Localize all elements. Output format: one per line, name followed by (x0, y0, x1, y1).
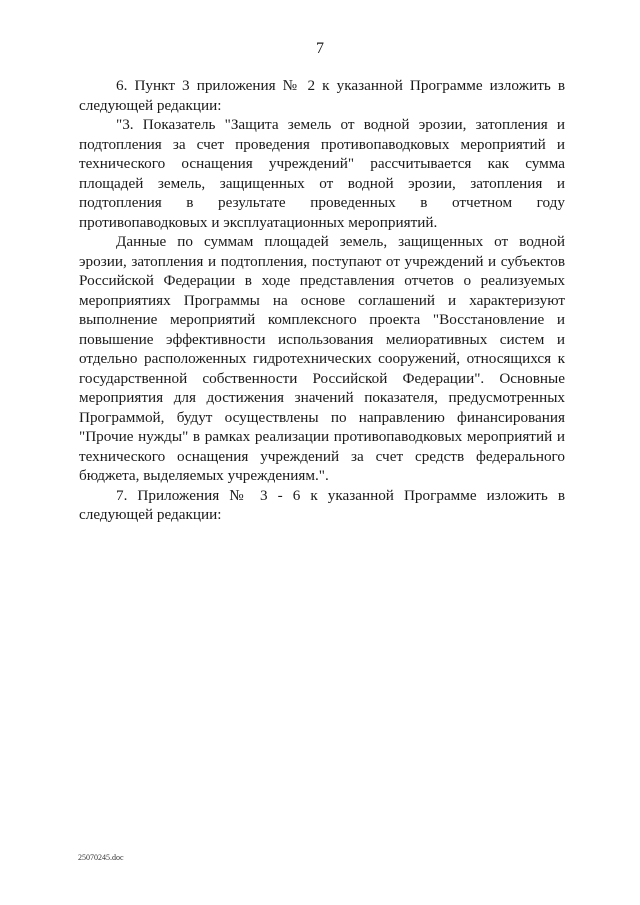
footer-file-code: 25070245.doc (78, 853, 124, 862)
paragraph-item-6: 6. Пункт 3 приложения № 2 к указанной Программе изложить в следующей редакции: (79, 77, 565, 114)
paragraph-indicator-3: "3. Показатель "Защита земель от водной эрозии, затопления и подтопления за счет проведения противопаводковых мероприятий и технического оснащения учреждений" рассчитывается как сумма площадей земель, защищенных от водной эрозии, затопления и подтопления в результате проведенных в отчетном году противопаводковых и эксплуатационных мероприятий. (79, 116, 565, 231)
paragraph-data-sources: Данные по суммам площадей земель, защищенных от водной эрозии, затопления и подтопления, поступают от учреждений и субъектов Российской Федерации в ходе представления отчетов о реализуемых мероприятиях Программы на основе соглашений и характеризуют выполнение мероприятий комплексного проекта "Восстановление и повышение эффективности использования мелиоративных систем и отдельно расположенных гидротехнических сооружений, относящихся к государственной собственности Российской Федерации". Основные мероприятия для достижения значений показателя, предусмотренных Программой, будут осуществлены по направлению финансирования "Прочие нужды" в рамках реализации противопаводковых мероприятий и технического оснащения учреждений за счет средств федерального бюджета, выделяемых учреждениям.". (79, 233, 565, 484)
paragraph-item-7: 7. Приложения № 3 - 6 к указанной Программе изложить в следующей редакции: (79, 486, 565, 523)
document-body (79, 76, 565, 525)
page-number: 7 (316, 40, 324, 57)
